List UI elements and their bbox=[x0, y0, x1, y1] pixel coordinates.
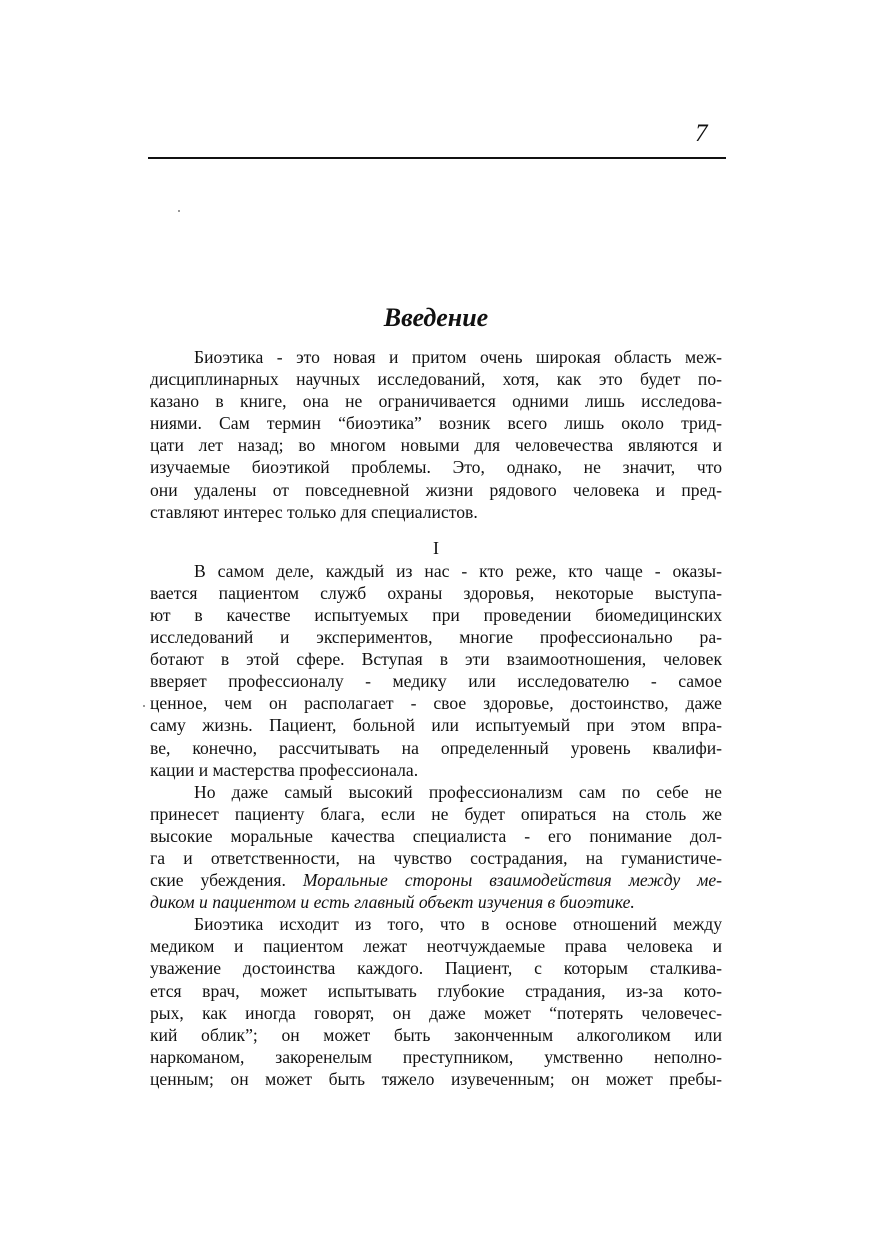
scan-speck bbox=[178, 210, 180, 212]
text-line-mixed bbox=[150, 869, 722, 891]
text-line: изучаемые биоэтикой проблемы. Это, однако, не значит, что bbox=[150, 457, 722, 478]
page-number: 7 bbox=[695, 120, 708, 147]
text-line: медиком и пациентом лежат неотчуждаемые права человека и bbox=[150, 936, 722, 957]
text-line: рых, как иногда говорят, он даже может “потерять человечес- bbox=[150, 1002, 722, 1023]
text-line: ботают в этой сфере. Вступая в эти взаимоотношения, человек bbox=[150, 649, 722, 670]
text-line: кий облик”; он может быть законченным алкоголиком или bbox=[150, 1024, 722, 1045]
text-line: исследований и экспериментов, многие профессионально ра- bbox=[150, 627, 722, 648]
text-line: Но даже самый высокий профессионализм сам по себе не bbox=[194, 781, 722, 802]
main-text bbox=[150, 298, 722, 1090]
text-line: кации и мастерства профессионала. bbox=[150, 759, 419, 780]
paragraph-2 bbox=[150, 781, 722, 914]
scan-speck bbox=[143, 705, 145, 707]
text-line: Биоэтика исходит из того, что в основе отношений между bbox=[194, 914, 722, 935]
text-line: вается пациентом служб охраны здоровья, некоторые выступа- bbox=[150, 582, 722, 603]
text-line: ют в качестве испытуемых при проведении биомедицинских bbox=[150, 604, 722, 625]
text-line: ценным; он может быть тяжело изувеченным; он может пребы- bbox=[150, 1068, 722, 1089]
text-line: ниями. Сам термин “биоэтика” возник всего лишь около трид- bbox=[150, 413, 722, 434]
text-line: принесет пациенту блага, если не будет опираться на столь же bbox=[150, 803, 722, 824]
section-number bbox=[150, 537, 722, 559]
section-number-text: I bbox=[433, 537, 439, 558]
text-line: саму жизнь. Пациент, больной или испытуемый при этом впра- bbox=[150, 715, 722, 736]
text-line: га и ответственности, на чувство сострадания, на гуманистиче- bbox=[150, 847, 722, 868]
text-line: ве, конечно, рассчитывать на определенный уровень квалифи- bbox=[150, 737, 722, 758]
text-line: Биоэтика - это новая и притом очень широкая область меж- bbox=[194, 347, 722, 367]
header-rule bbox=[148, 157, 726, 159]
plain-fragment: ские убеждения. bbox=[150, 870, 303, 891]
chapter-title: Введение bbox=[383, 303, 489, 332]
text-line: цати лет назад; во многом новыми для человечества являются и bbox=[150, 435, 722, 456]
text-line: В самом деле, каждый из нас - кто реже, кто чаще - оказы- bbox=[194, 560, 722, 581]
text-line: они удалены от повседневной жизни рядового человека и пред- bbox=[150, 479, 722, 500]
paragraph-3 bbox=[150, 913, 722, 1090]
text-line-italic: диком и пациентом и есть главный объект изучения в биоэтике. bbox=[150, 892, 635, 913]
text-line: казано в книге, она не ограничивается одними лишь исследова- bbox=[150, 391, 722, 412]
paragraph-1 bbox=[150, 560, 722, 781]
text-line: уважение достоинства каждого. Пациент, с которым сталкива- bbox=[150, 958, 722, 979]
text-line: ставляют интерес только для специалистов. bbox=[150, 501, 478, 522]
text-line: ется врач, может испытывать глубокие страдания, из-за кото- bbox=[150, 980, 722, 1001]
text-line: наркоманом, закоренелым преступником, умственно неполно- bbox=[150, 1046, 722, 1067]
text-line: вверяет профессионалу - медику или исследователю - самое bbox=[150, 671, 722, 692]
text-line: высокие моральные качества специалиста - его понимание дол- bbox=[150, 825, 722, 846]
paragraph-intro bbox=[150, 346, 722, 523]
text-line: ценное, чем он располагает - свое здоровье, достоинство, даже bbox=[150, 693, 722, 714]
italic-fragment: Моральные стороны взаимодействия между ме- bbox=[302, 870, 722, 891]
text-line: дисциплинарных научных исследований, хотя, как это будет по- bbox=[150, 369, 722, 390]
